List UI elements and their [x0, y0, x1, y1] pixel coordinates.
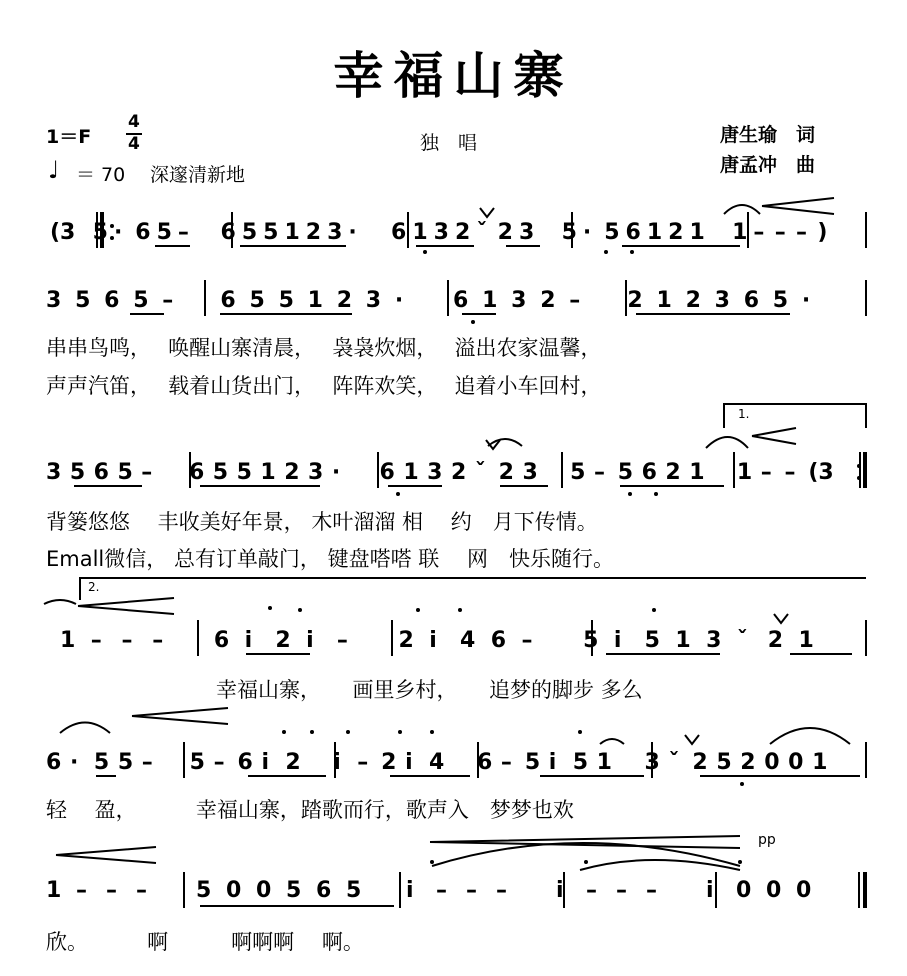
score-note: 6	[379, 460, 395, 485]
score-note: 3	[644, 750, 660, 775]
lyrics-line-2-verse-2: 声声汽笛， 载着山货出门， 阵阵欢笑， 追着小车回村，	[46, 374, 602, 398]
score-note: 2	[497, 220, 513, 245]
score-note: 0	[226, 878, 242, 903]
score-note: i	[306, 628, 314, 653]
score-note: ˇ	[476, 220, 488, 245]
score-note: –	[593, 460, 605, 485]
score-note: 5	[189, 750, 205, 775]
score-note: ·	[394, 288, 404, 313]
score-note: 0	[788, 750, 804, 775]
score-note: 1	[675, 628, 691, 653]
score-note: 1	[46, 878, 62, 903]
score-note: 5	[75, 288, 91, 313]
tempo-note-icon: ♩	[48, 156, 60, 184]
score-note: i	[261, 750, 270, 775]
score-note: i	[556, 878, 564, 903]
score-note: 6	[135, 220, 151, 245]
score-note: 2	[692, 750, 708, 775]
score-note: –	[616, 878, 627, 903]
score-note: 0	[796, 878, 812, 903]
score-note: 5	[524, 750, 541, 775]
score-note: 5	[69, 460, 86, 485]
score-note: –	[141, 750, 153, 775]
score-note: –	[500, 750, 512, 775]
score-note: 5	[644, 628, 660, 653]
score-note: –	[796, 220, 808, 245]
score-note: 2	[285, 750, 301, 775]
volta-second-label: 2.	[88, 580, 100, 594]
score-note: 0	[766, 878, 782, 903]
score-note: –	[753, 220, 765, 245]
score-note: i	[429, 628, 437, 653]
score-note: –	[90, 628, 102, 653]
score-note: 3	[522, 460, 538, 485]
score-note: 3	[714, 288, 730, 313]
score-note: 5	[570, 460, 586, 485]
score-note: 5	[617, 460, 634, 485]
score-note: 3	[433, 220, 449, 245]
score-note: i	[333, 750, 341, 775]
score-note: –	[121, 628, 133, 653]
score-note: –	[136, 878, 147, 903]
score-note: 5	[117, 750, 134, 775]
score-note: 2	[627, 288, 643, 313]
score-note: i	[548, 750, 557, 775]
dynamic-pp: pp	[758, 832, 776, 848]
page-title: 幸福山寨	[333, 47, 574, 105]
score-note: –	[760, 460, 772, 485]
score-note: 2	[740, 750, 756, 775]
score-note: 3	[511, 288, 527, 313]
score-note: 5	[196, 878, 212, 903]
score-note: 0	[736, 878, 752, 903]
score-note: 1	[656, 288, 672, 313]
score-note: 1	[60, 628, 76, 653]
score-note: 2	[451, 460, 467, 485]
score-note: 5	[561, 220, 577, 245]
score-note: ·	[69, 750, 79, 775]
score-note: 5	[117, 460, 133, 485]
score-note: –	[162, 288, 174, 313]
score-note: 0	[256, 878, 272, 903]
expression-marking: 深邃清新地	[150, 164, 246, 186]
score-note: 1	[482, 288, 498, 313]
score-note: i	[244, 628, 253, 653]
score-note: 4	[429, 750, 445, 775]
score-note: 5	[346, 878, 362, 903]
score-note: ˇ	[736, 628, 748, 653]
score-note: 5	[93, 750, 110, 775]
score-note: 6	[93, 460, 109, 485]
score-note: 6	[213, 628, 230, 653]
score-note: –	[76, 878, 87, 903]
score-note: i	[405, 750, 413, 775]
score-note: 5	[572, 750, 589, 775]
score-note: 2	[685, 288, 701, 313]
score-note: 1	[307, 288, 323, 313]
score-note: 5	[249, 288, 265, 313]
score-note: 5	[92, 220, 108, 245]
lyrics-line-6: 欣。 啊 啊啊啊 啊。	[46, 930, 364, 954]
score-note: –	[774, 220, 786, 245]
score-note: 6	[476, 750, 493, 775]
score-note: 1	[689, 220, 705, 245]
score-note: –	[784, 460, 796, 485]
score-note: 6	[188, 460, 205, 485]
score-note: (3	[50, 220, 76, 245]
score-note: 1	[798, 628, 814, 653]
score-note: 6	[625, 220, 641, 245]
score-note: –	[436, 878, 447, 903]
score-note: 2	[275, 628, 291, 653]
score-note: –	[586, 878, 597, 903]
score-note: 3	[308, 460, 324, 485]
score-note: 2	[668, 220, 684, 245]
score-note: –	[466, 878, 477, 903]
score-note: ·	[582, 220, 592, 245]
score-note: –	[213, 750, 225, 775]
score-note: 6	[641, 460, 657, 485]
score-note: 2	[336, 288, 353, 313]
score-note: 1	[646, 220, 663, 245]
score-note: 5	[583, 628, 599, 653]
score-note: 6	[220, 220, 236, 245]
score-note: ·	[113, 220, 123, 245]
score-note: i	[406, 878, 414, 903]
score-note: 5	[212, 460, 229, 485]
tempo-value: ＝ 70	[76, 164, 126, 186]
score-note: 0	[764, 750, 780, 775]
score-note: 5	[278, 288, 294, 313]
score-note: ˇ	[668, 750, 680, 775]
score-note: 6	[490, 628, 507, 653]
score-note: 4	[460, 628, 476, 653]
score-note: –	[336, 628, 348, 653]
score-note: –	[141, 460, 153, 485]
score-note: 5	[716, 750, 732, 775]
score-note: –	[646, 878, 657, 903]
score-note: 1	[732, 220, 748, 245]
score-note: i	[613, 628, 622, 653]
lyricist-credit: 唐生瑜 词	[720, 124, 816, 146]
score-note: ˇ	[474, 460, 486, 485]
score-note: 1	[403, 460, 419, 485]
score-note: 2	[455, 220, 471, 245]
score-note: 5	[604, 220, 620, 245]
score-note: ·	[348, 220, 357, 245]
score-note: 2	[767, 628, 783, 653]
score-note: 2	[284, 460, 300, 485]
score-note: –	[521, 628, 533, 653]
volta-first-label: 1.	[738, 407, 750, 421]
score-note: 3	[365, 288, 382, 313]
score-note: –	[496, 878, 507, 903]
score-note: 5	[236, 460, 252, 485]
score-note: 3	[518, 220, 535, 245]
score-note: –	[177, 220, 189, 245]
score-note: 2	[540, 288, 556, 313]
score-note: 3	[46, 288, 62, 313]
score-note: 2	[381, 750, 397, 775]
score-note: 1	[596, 750, 612, 775]
score-note: 6	[46, 750, 62, 775]
score-note: 1	[412, 220, 428, 245]
time-signature-bottom: 4	[128, 134, 140, 154]
score-note: 6	[220, 288, 236, 313]
score-note: ·	[801, 288, 811, 313]
score-note: –	[106, 878, 117, 903]
score-note: 5	[133, 288, 149, 313]
lyrics-line-5: 轻 盈， 幸福山寨，踏歌而行，歌声入 梦梦也欢	[46, 798, 574, 822]
score-note: 3	[427, 460, 443, 485]
score-note: 6	[391, 220, 407, 245]
score-note: 1	[812, 750, 828, 775]
score-note: 6	[743, 288, 760, 313]
score-note: i	[706, 878, 714, 903]
composer-credit: 唐孟冲 曲	[720, 154, 816, 176]
lyrics-line-3-verse-1: 背篓悠悠 丰收美好年景， 木叶溜溜 相 约 月下传情。	[46, 510, 598, 534]
key-signature: 1＝F	[46, 126, 92, 148]
score-note: 5	[263, 220, 279, 245]
score-note: 6	[237, 750, 253, 775]
score-note: –	[152, 628, 164, 653]
lyrics-line-3-verse-2: Emall微信， 总有订单敲门， 键盘嗒嗒 联 网 快乐随行。	[46, 547, 614, 571]
score-note: 1	[689, 460, 705, 485]
score-note: 1	[260, 460, 276, 485]
score-note: 2	[665, 460, 681, 485]
time-signature-top: 4	[128, 112, 140, 132]
score-note: 1	[736, 460, 753, 485]
score-note: 6	[104, 288, 120, 313]
score-note: –	[357, 750, 369, 775]
score-note: 1	[284, 220, 300, 245]
score-note: )	[817, 220, 828, 245]
lyrics-line-2-verse-1: 串串鸟鸣， 唤醒山寨清晨， 袅袅炊烟， 溢出农家温馨，	[46, 336, 602, 360]
performance-type: 独 唱	[420, 132, 478, 154]
score-note: ·	[331, 460, 341, 485]
score-note: 2	[398, 628, 414, 653]
score-note: 6	[316, 878, 332, 903]
score-note: 6	[453, 288, 469, 313]
score-note: 2	[305, 220, 322, 245]
score-note: 5	[156, 220, 172, 245]
score-note: –	[569, 288, 581, 313]
lyrics-line-4: 幸福山寨， 画里乡村， 追梦的脚步 多么	[216, 678, 643, 702]
score-note: 5	[286, 878, 302, 903]
score-note: (3	[808, 460, 834, 485]
score-note: 2	[498, 460, 514, 485]
score-note: 3	[706, 628, 722, 653]
score-note: 5	[241, 220, 258, 245]
score-note: 5	[772, 288, 789, 313]
score-note: 3	[46, 460, 62, 485]
score-note: 3	[327, 220, 343, 245]
